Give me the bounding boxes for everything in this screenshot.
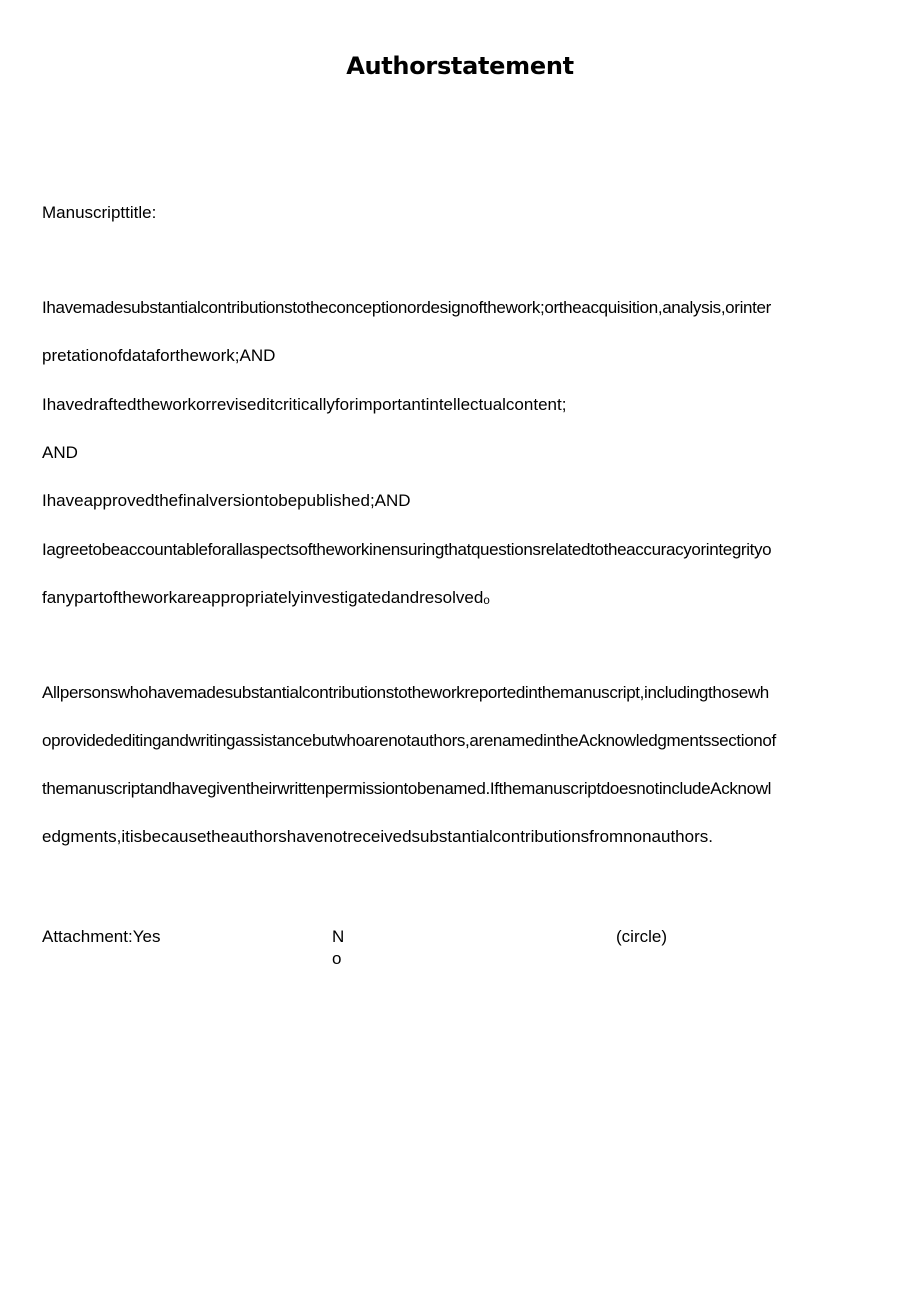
statement-line-3: Ihavedraftedtheworkorreviseditcriticallyforimportantintellectualcontent; [42,395,567,414]
statement-line-1: Ihavemadesubstantialcontributionstotheconceptionordesignofthework;ortheacquisition,analysis,orinter [42,298,771,317]
page-title: Authorstatement [346,52,574,80]
attachment-circle-note: (circle) [616,927,667,946]
attachment-no-option: No [332,927,345,968]
acknowledgment-line-1: Allpersonswhohavemadesubstantialcontributionstotheworkreportedinthemanuscript,includingthosewh [42,683,769,702]
statement-line-7: fanypartoftheworkareappropriatelyinvestigatedandresolvedₒ [42,588,490,607]
statement-line-2: pretationofdataforthework;AND [42,346,276,365]
statement-line-6: Iagreetobeaccountableforallaspectsoftheworkinensuringthatquestionsrelatedtotheaccuracyorintegrityo [42,540,772,559]
statement-line-4: AND [42,443,78,462]
acknowledgment-line-4: edgments,itisbecausetheauthorshavenotreceivedsubstantialcontributionsfromnonauthors. [42,827,713,846]
attachment-yes-option: Attachment:Yes [42,927,161,946]
acknowledgment-line-2: oprovidededitingandwritingassistancebutwhoarenotauthors,arenamedintheAcknowledgmentssectionof [42,731,776,750]
statement-line-5: Ihaveapprovedthefinalversiontobepublished;AND [42,491,411,510]
manuscript-title-label: Manuscripttitle: [42,203,157,222]
acknowledgment-line-3: themanuscriptandhavegiventheirwrittenpermissiontobenamed.IfthemanuscriptdoesnotincludeAcknowl [42,779,772,798]
